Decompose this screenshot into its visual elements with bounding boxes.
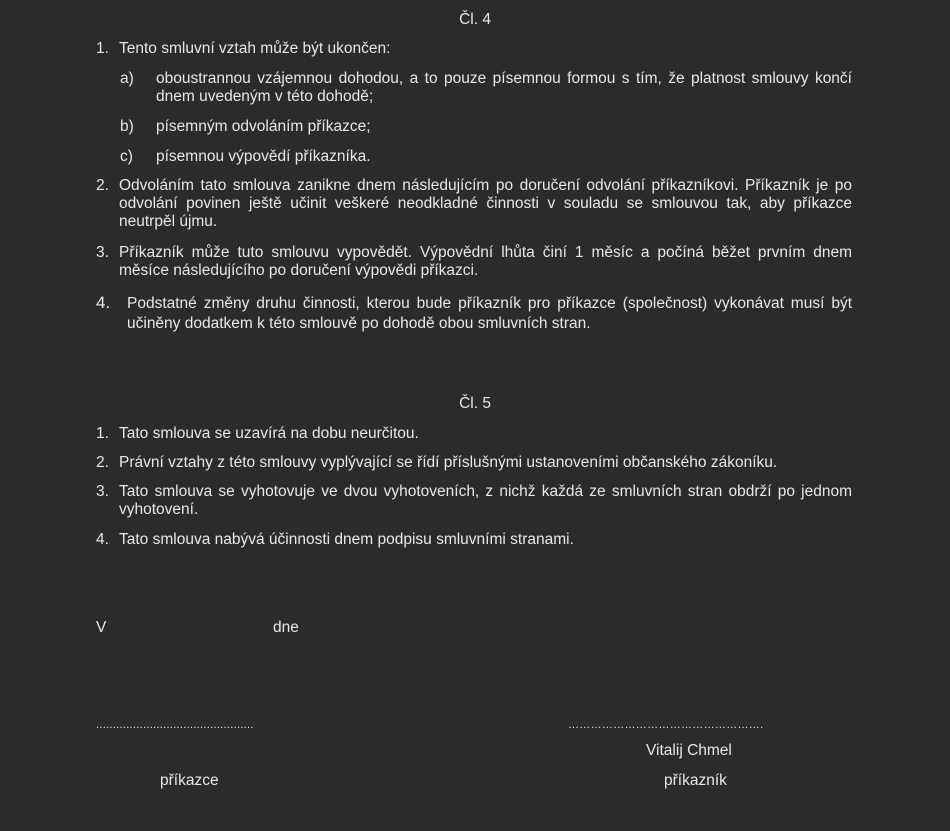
article-4-subitem-a (120, 70, 852, 106)
article-4-heading: Čl. 4 (459, 11, 491, 28)
article-5-item-3 (96, 483, 852, 519)
item-number: 4. (96, 293, 111, 312)
article-4-item-3 (96, 244, 852, 280)
item-text: Příkazník může tuto smlouvu vypovědět. Výpovědní lhůta činí 1 měsíc a počíná běžet prvním dnem měsíce následujícího po doručení výpovědi příkazci. (119, 244, 852, 279)
subitem-text: písemným odvoláním příkazce; (156, 118, 371, 135)
subitem-letter: a) (120, 70, 134, 87)
item-number: 2. (96, 177, 109, 194)
item-number: 1. (96, 40, 109, 57)
item-text: Tento smluvní vztah může být ukončen: (119, 40, 391, 57)
article-4-item-4 (96, 294, 852, 334)
signatory-name: Vitalij Chmel (646, 742, 732, 759)
article-4-subitem-c (120, 148, 852, 166)
role-left: příkazce (160, 772, 219, 789)
item-number: 3. (96, 244, 109, 261)
item-number: 2. (96, 454, 109, 471)
article-5-item-1 (96, 425, 852, 443)
item-text: Tato smlouva nabývá účinnosti dnem podpisu smluvními stranami. (119, 531, 574, 548)
subitem-text: písemnou výpovědí příkazníka. (156, 148, 371, 165)
signature-line-left: ............................................... (96, 719, 254, 731)
date-label: dne (273, 619, 299, 636)
role-right: příkazník (664, 772, 727, 789)
article-5-heading: Čl. 5 (459, 395, 491, 412)
subitem-letter: b) (120, 118, 134, 135)
item-number: 4. (96, 531, 109, 548)
subitem-letter: c) (120, 148, 133, 165)
item-text: Právní vztahy z této smlouvy vyplývající se řídí příslušnými ustanoveními občanského zákoníku. (119, 454, 778, 471)
item-number: 3. (96, 483, 109, 500)
article-4-subitem-b (120, 118, 852, 136)
article-5-item-4 (96, 531, 852, 549)
article-4-item-2 (96, 177, 852, 231)
article-4-item-1 (96, 40, 852, 58)
item-number: 1. (96, 425, 109, 442)
item-text: Tato smlouva se uzavírá na dobu neurčitou. (119, 425, 419, 442)
place-label: V (96, 619, 107, 636)
signature-line-right: ……………………………………………. (568, 719, 764, 731)
article-5-item-2 (96, 454, 852, 472)
item-text: Tato smlouva se vyhotovuje ve dvou vyhotoveních, z nichž každá ze smluvních stran obdrží po jednom vyhotovení. (119, 483, 852, 518)
subitem-text: oboustrannou vzájemnou dohodou, a to pouze písemnou formou s tím, že platnost smlouvy končí dnem uvedeným v této dohodě; (156, 70, 852, 105)
item-text: Podstatné změny druhu činnosti, kterou bude příkazník pro příkazce (společnost) vykonávat musí být učiněny dodatkem k této smlouvě po dohodě obou smluvních stran. (127, 295, 852, 332)
item-text: Odvoláním tato smlouva zanikne dnem následujícím po doručení odvolání příkazníkovi. Příkazník je po odvolání povinen ještě učinit veškeré neodkladné činnosti v souladu se smlouvou tak, aby příkazce neutrpěl újmu. (119, 177, 852, 230)
